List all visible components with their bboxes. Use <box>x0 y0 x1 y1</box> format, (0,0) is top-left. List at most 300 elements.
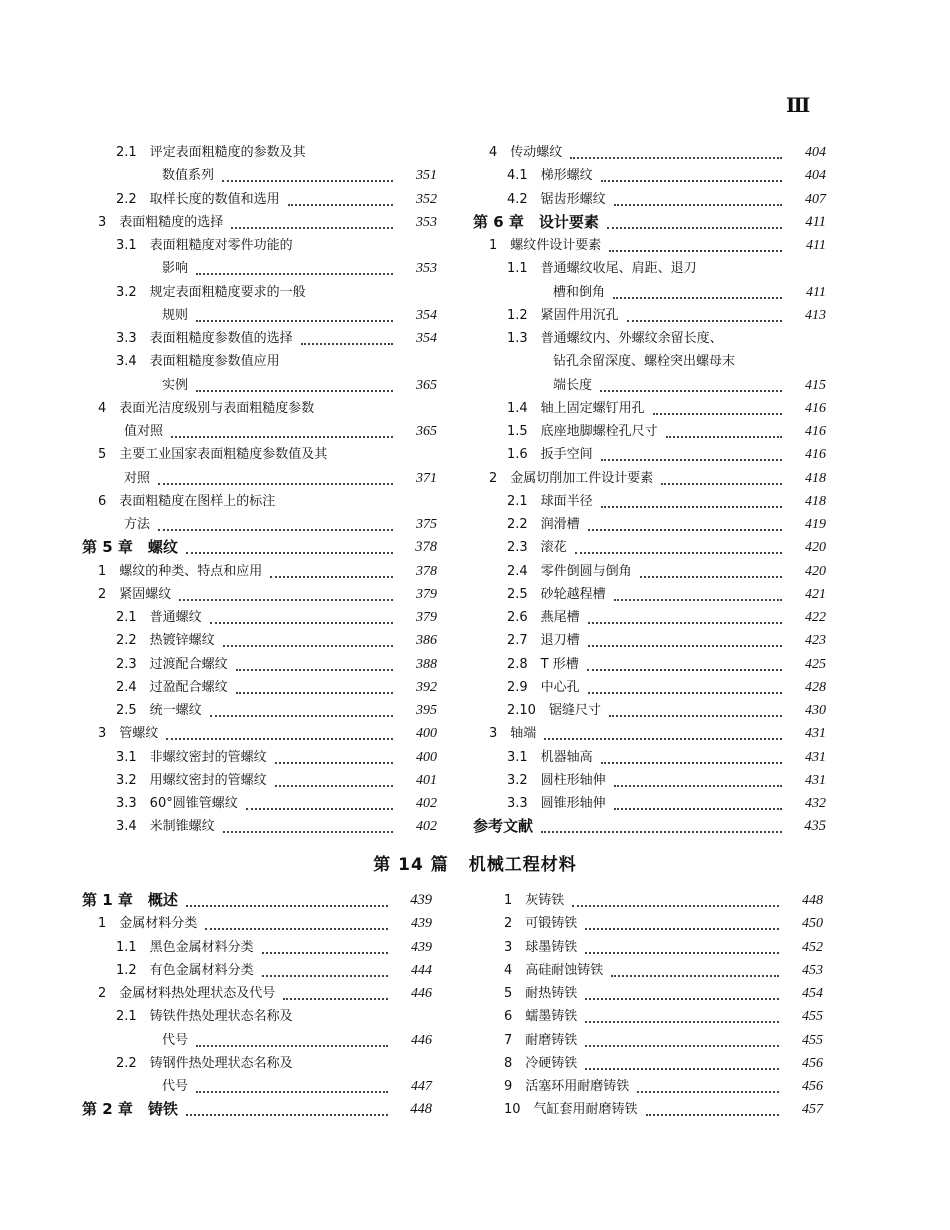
toc-leader-dots <box>575 546 782 554</box>
toc-leader-dots <box>288 198 393 206</box>
toc-entry-row <box>488 1029 823 1052</box>
toc-entry-row <box>82 164 437 187</box>
toc-entry-label: 3.2 圆柱形轴伸 <box>507 772 606 788</box>
toc-entry-label: 2 紧固螺纹 <box>98 586 172 602</box>
toc-leader-dots <box>166 732 393 740</box>
toc-leader-dots <box>196 314 393 322</box>
toc-entry-row <box>82 467 437 490</box>
toc-entry-row <box>473 374 826 397</box>
toc-entry-label: 3.4 米制锥螺纹 <box>116 819 215 835</box>
toc-entry-row <box>82 281 437 304</box>
toc-entry-row <box>82 188 437 211</box>
toc-entry-label: 2.2 热镀锌螺纹 <box>116 633 215 649</box>
toc-entry-label: 参考文献 <box>473 817 534 836</box>
toc-leader-dots <box>588 639 782 647</box>
toc-entry-label: 7 耐磨铸铁 <box>504 1032 578 1048</box>
toc-page-number: 420 <box>805 563 826 579</box>
toc-entry-label: 1.2 有色金属材料分类 <box>116 962 254 978</box>
toc-leader-dots <box>611 969 779 977</box>
toc-leader-dots <box>601 174 782 182</box>
toc-entry-row <box>488 1098 823 1121</box>
toc-page-number: 444 <box>411 962 432 978</box>
toc-entry-label: 值对照 <box>124 424 164 439</box>
toc-entry-label: 5 耐热铸铁 <box>504 986 578 1001</box>
toc-entry-row <box>473 629 826 652</box>
toc-entry-row <box>82 374 437 397</box>
toc-leader-dots <box>236 663 393 671</box>
toc-entry-row <box>82 912 432 935</box>
toc-leader-dots <box>283 992 388 1000</box>
toc-leader-dots <box>186 1108 388 1116</box>
toc-entry-row <box>488 889 823 912</box>
toc-leader-dots <box>627 314 782 322</box>
toc-entry-label: 2.1 铸铁件热处理状态名称及 <box>116 1009 293 1025</box>
toc-entry-label: 1.1 黑色金属材料分类 <box>116 939 254 955</box>
toc-leader-dots <box>609 244 782 252</box>
toc-leader-dots <box>179 593 393 601</box>
toc-page-number: 425 <box>805 656 826 672</box>
toc-leader-dots <box>158 523 393 531</box>
toc-entry-row <box>473 327 826 350</box>
toc-entry-row <box>82 211 437 234</box>
toc-leader-dots <box>601 453 782 461</box>
toc-page-number: 365 <box>416 377 437 393</box>
toc-entry-row <box>82 443 437 466</box>
toc-entry-label: 方法 <box>124 517 151 532</box>
toc-entry-label: 2.1 普通螺纹 <box>116 610 202 625</box>
toc-leader-dots <box>588 616 782 624</box>
toc-leader-dots <box>210 709 393 717</box>
toc-leader-dots <box>270 570 393 578</box>
toc-entry-label: 2.4 零件倒圆与倒角 <box>507 563 632 579</box>
toc-entry-label: 10 气缸套用耐磨铸铁 <box>504 1102 638 1118</box>
toc-leader-dots <box>653 407 782 415</box>
toc-page-number: 415 <box>805 377 826 393</box>
toc-entry-label: 3 球墨铸铁 <box>504 939 578 955</box>
toc-entry-label: 4 高硅耐蚀铸铁 <box>504 962 604 978</box>
toc-leader-dots <box>588 686 782 694</box>
toc-leader-dots <box>646 1108 779 1116</box>
toc-leader-dots <box>640 570 782 578</box>
toc-page-number: 404 <box>805 168 826 184</box>
toc-leader-dots <box>572 899 779 907</box>
toc-entry-row <box>473 699 826 722</box>
toc-chapter-row <box>473 815 826 838</box>
page-number: Ⅲ <box>786 93 809 117</box>
toc-entry-label: 4.1 梯形螺纹 <box>507 168 593 184</box>
toc-leader-dots <box>275 779 393 787</box>
toc-page-number: 416 <box>805 424 826 439</box>
toc-page-number: 400 <box>416 726 437 742</box>
toc-page-number: 378 <box>415 539 437 556</box>
toc-leader-dots <box>570 151 782 159</box>
toc-entry-label: 对照 <box>124 470 151 486</box>
toc-leader-dots <box>275 756 393 764</box>
toc-page-number: 432 <box>805 796 826 811</box>
toc-leader-dots <box>196 1085 388 1093</box>
toc-entry-row <box>82 722 437 745</box>
toc-leader-dots <box>601 756 782 764</box>
toc-entry-label: 1 灰铸铁 <box>504 893 565 908</box>
toc-leader-dots <box>223 639 393 647</box>
toc-entry-row <box>488 982 823 1005</box>
toc-entry-label: 3 表面粗糙度的选择 <box>98 214 224 230</box>
toc-entry-label: 1.6 扳手空间 <box>507 447 593 463</box>
toc-entry-label: 数值系列 <box>162 168 215 184</box>
toc-entry-row <box>82 1005 432 1028</box>
toc-entry-row <box>473 350 826 373</box>
toc-entry-label: 实例 <box>162 377 189 393</box>
toc-entry-row <box>82 304 437 327</box>
toc-entry-row <box>488 959 823 982</box>
toc-leader-dots <box>541 825 782 833</box>
toc-page-number: 418 <box>805 493 826 509</box>
toc-leader-dots <box>231 221 393 229</box>
toc-leader-dots <box>614 779 782 787</box>
toc-page-number: 411 <box>806 238 826 253</box>
toc-page-number: 453 <box>802 962 823 978</box>
toc-leader-dots <box>186 546 393 554</box>
toc-leader-dots <box>223 825 393 833</box>
toc-entry-label: 9 活塞环用耐磨铸铁 <box>504 1079 630 1094</box>
toc-entry-label: 第 5 章 螺纹 <box>82 538 178 557</box>
toc-entry-row <box>82 792 437 815</box>
toc-page-number: 447 <box>411 1079 432 1094</box>
toc-entry-row <box>473 188 826 211</box>
toc-page-number: 418 <box>805 470 826 486</box>
toc-entry-row <box>473 560 826 583</box>
toc-page-number: 455 <box>802 1009 823 1025</box>
toc-page-number: 448 <box>410 1101 432 1118</box>
toc-entry-label: 3.4 表面粗糙度参数值应用 <box>116 354 280 370</box>
toc-leader-dots <box>196 384 393 392</box>
toc-entry-label: 2.1 评定表面粗糙度的参数及其 <box>116 145 306 160</box>
toc-page-number: 395 <box>416 703 437 718</box>
toc-chapter-row <box>82 536 437 559</box>
toc-entry-row <box>473 676 826 699</box>
toc-page-number: 431 <box>805 749 826 765</box>
toc-leader-dots <box>171 430 393 438</box>
toc-entry-label: 2.2 润滑槽 <box>507 517 580 532</box>
toc-page-number: 452 <box>802 939 823 955</box>
toc-entry-label: 代号 <box>162 1079 189 1094</box>
toc-leader-dots <box>205 922 388 930</box>
toc-entry-label: 3.2 用螺纹密封的管螺纹 <box>116 772 267 788</box>
toc-leader-dots <box>585 922 779 930</box>
toc-page-number: 407 <box>805 191 826 207</box>
toc-page-number: 413 <box>805 307 826 323</box>
toc-leader-dots <box>661 477 782 485</box>
toc-page-number: 353 <box>416 214 437 230</box>
toc-entry-label: 1 螺纹的种类、特点和应用 <box>98 563 263 579</box>
toc-page-number: 420 <box>805 540 826 556</box>
toc-leader-dots <box>613 291 782 299</box>
toc-leader-dots <box>601 500 782 508</box>
toc-entry-label: 3.3 60°圆锥管螺纹 <box>116 796 238 811</box>
toc-entry-label: 5 主要工业国家表面粗糙度参数值及其 <box>98 447 328 463</box>
toc-leader-dots <box>262 946 388 954</box>
toc-entry-row <box>82 490 437 513</box>
toc-leader-dots <box>587 663 782 671</box>
toc-page-number: 402 <box>416 819 437 835</box>
toc-page-number: 446 <box>411 986 432 1001</box>
toc-page-number: 439 <box>411 916 432 932</box>
toc-entry-label: 端长度 <box>553 377 593 393</box>
toc-leader-dots <box>666 430 782 438</box>
toc-leader-dots <box>614 802 782 810</box>
toc-entry-label: 1.4 轴上固定螺钉用孔 <box>507 400 645 416</box>
toc-entry-label: 第 1 章 概述 <box>82 891 178 909</box>
toc-page-number: 353 <box>416 261 437 277</box>
toc-page-number: 430 <box>805 703 826 718</box>
toc-entry-label: 2.5 砂轮越程槽 <box>507 586 606 602</box>
toc-leader-dots <box>262 969 388 977</box>
toc-entry-row <box>488 936 823 959</box>
toc-entry-label: 2 金属切削加工件设计要素 <box>489 470 654 486</box>
toc-entry-label: 3.1 机器轴高 <box>507 749 593 765</box>
toc-page-number: 411 <box>806 284 826 300</box>
toc-page-number: 351 <box>416 168 437 184</box>
toc-entry-row <box>82 959 432 982</box>
toc-entry-label: 2.8 T 形槽 <box>507 656 579 672</box>
toc-leader-dots <box>585 1015 779 1023</box>
toc-leader-dots <box>301 337 393 345</box>
toc-leader-dots <box>236 686 393 694</box>
toc-entry-row <box>82 746 437 769</box>
toc-leader-dots <box>585 1062 779 1070</box>
toc-chapter-row <box>473 211 826 234</box>
toc-entry-row <box>473 490 826 513</box>
toc-entry-row <box>473 769 826 792</box>
toc-page-number: 375 <box>416 517 437 532</box>
toc-entry-row <box>473 420 826 443</box>
toc-page-number: 386 <box>416 633 437 649</box>
toc-page-number: 411 <box>805 213 826 230</box>
toc-entry-row <box>82 1052 432 1075</box>
toc-entry-label: 1.1 普通螺纹收尾、肩距、退刀 <box>507 261 697 277</box>
toc-page-number: 365 <box>416 424 437 439</box>
toc-entry-row <box>82 1075 432 1098</box>
toc-entry-row <box>82 583 437 606</box>
toc-entry-row <box>473 304 826 327</box>
toc-page-number: 419 <box>805 517 826 532</box>
toc-entry-label: 3 轴端 <box>489 726 537 742</box>
toc-page-number: 392 <box>416 679 437 695</box>
toc-entry-row <box>473 141 826 164</box>
toc-entry-label: 2.4 过盈配合螺纹 <box>116 679 228 695</box>
toc-leader-dots <box>588 523 782 531</box>
part-title <box>0 850 950 875</box>
toc-entry-row <box>82 560 437 583</box>
toc-entry-label: 2.3 过渡配合螺纹 <box>116 656 228 672</box>
toc-entry-label: 3 管螺纹 <box>98 726 159 742</box>
toc-entry-label: 影响 <box>162 261 189 277</box>
toc-leader-dots <box>607 221 782 229</box>
toc-entry-row <box>488 1052 823 1075</box>
toc-entry-label: 3.3 圆锥形轴伸 <box>507 796 606 811</box>
toc-entry-row <box>473 792 826 815</box>
toc-page-number: 400 <box>416 749 437 765</box>
toc-entry-row <box>82 1029 432 1052</box>
toc-page-number: 404 <box>805 145 826 160</box>
toc-entry-label: 第 6 章 设计要素 <box>473 212 599 231</box>
toc-entry-row <box>473 722 826 745</box>
part-name: 机械工程材料 <box>468 855 577 875</box>
part-number: 第 14 篇 <box>373 855 449 875</box>
toc-leader-dots <box>186 899 388 907</box>
toc-entry-row <box>82 653 437 676</box>
toc-entry-row <box>473 513 826 536</box>
toc-entry-label: 2 金属材料热处理状态及代号 <box>98 986 276 1001</box>
toc-entry-row <box>488 1005 823 1028</box>
toc-page-number: 450 <box>802 916 823 932</box>
toc-leader-dots <box>585 946 779 954</box>
toc-page-number: 388 <box>416 656 437 672</box>
toc-entry-row <box>82 420 437 443</box>
toc-entry-label: 4.2 锯齿形螺纹 <box>507 191 606 207</box>
toc-page-number: 457 <box>802 1102 823 1118</box>
toc-page-number: 422 <box>805 610 826 625</box>
toc-page-number: 379 <box>416 586 437 602</box>
toc-entry-row <box>82 606 437 629</box>
toc-entry-label: 6 表面粗糙度在图样上的标注 <box>98 493 276 509</box>
toc-entry-row <box>473 443 826 466</box>
toc-entry-label: 代号 <box>162 1032 189 1048</box>
toc-page-number: 455 <box>802 1032 823 1048</box>
toc-leader-dots <box>196 1039 388 1047</box>
toc-page-number: 371 <box>416 470 437 486</box>
toc-entry-row <box>488 912 823 935</box>
toc-leader-dots <box>585 992 779 1000</box>
toc-entry-label: 2.7 退刀槽 <box>507 633 580 649</box>
toc-entry-row <box>473 606 826 629</box>
toc-entry-label: 2.9 中心孔 <box>507 679 580 695</box>
toc-leader-dots <box>637 1085 779 1093</box>
toc-entry-row <box>82 141 437 164</box>
toc-entry-row <box>82 699 437 722</box>
toc-entry-label: 2.5 统一螺纹 <box>116 703 202 718</box>
toc-page-number: 416 <box>805 447 826 463</box>
toc-page-number: 354 <box>416 307 437 323</box>
toc-page-number: 439 <box>410 892 432 908</box>
toc-entry-row <box>473 257 826 280</box>
toc-page-number: 428 <box>805 679 826 695</box>
toc-entry-row <box>82 397 437 420</box>
toc-leader-dots <box>600 384 782 392</box>
toc-entry-label: 1.5 底座地脚螺栓孔尺寸 <box>507 424 658 439</box>
toc-entry-row <box>473 653 826 676</box>
toc-chapter-row <box>82 1098 432 1121</box>
toc-entry-label: 第 2 章 铸铁 <box>82 1100 178 1119</box>
toc-leader-dots <box>158 477 393 485</box>
toc-entry-row <box>82 982 432 1005</box>
toc-entry-label: 8 冷硬铸铁 <box>504 1055 578 1071</box>
toc-lower-right <box>488 889 823 1122</box>
toc-entry-label: 3.2 规定表面粗糙度要求的一般 <box>116 284 306 300</box>
toc-entry-row <box>82 234 437 257</box>
toc-page-number: 379 <box>416 610 437 625</box>
toc-page-number: 378 <box>416 563 437 579</box>
toc-page-number: 446 <box>411 1032 432 1048</box>
toc-entry-row <box>82 350 437 373</box>
toc-entry-label: 4 表面光洁度级别与表面粗糙度参数 <box>98 400 315 416</box>
toc-upper-left <box>82 141 437 839</box>
toc-leader-dots <box>585 1039 779 1047</box>
toc-entry-label: 槽和倒角 <box>553 284 606 300</box>
toc-page-number: 448 <box>802 893 823 908</box>
toc-entry-row <box>488 1075 823 1098</box>
toc-page-number: 435 <box>804 818 826 835</box>
toc-entry-label: 2.2 取样长度的数值和选用 <box>116 191 280 207</box>
toc-entry-row <box>82 327 437 350</box>
toc-page-number: 401 <box>416 772 437 788</box>
toc-entry-row <box>473 583 826 606</box>
toc-leader-dots <box>544 732 782 740</box>
toc-leader-dots <box>614 198 782 206</box>
toc-entry-label: 3.1 表面粗糙度对零件功能的 <box>116 238 293 253</box>
toc-page-number: 439 <box>411 939 432 955</box>
toc-entry-label: 6 蠕墨铸铁 <box>504 1009 578 1025</box>
toc-entry-label: 1 螺纹件设计要素 <box>489 238 602 253</box>
toc-leader-dots <box>246 802 393 810</box>
toc-entry-label: 4 传动螺纹 <box>489 145 563 160</box>
toc-entry-row <box>473 234 826 257</box>
toc-page-number: 431 <box>805 726 826 742</box>
toc-entry-row <box>473 164 826 187</box>
toc-entry-label: 规则 <box>162 307 189 323</box>
toc-entry-row <box>473 467 826 490</box>
toc-entry-label: 2.1 球面半径 <box>507 493 593 509</box>
toc-entry-label: 2.2 铸钢件热处理状态名称及 <box>116 1055 293 1071</box>
toc-entry-label: 3.3 表面粗糙度参数值的选择 <box>116 331 293 346</box>
toc-entry-row <box>82 815 437 838</box>
toc-leader-dots <box>222 174 393 182</box>
toc-page-number: 431 <box>805 772 826 788</box>
toc-page-number: 456 <box>802 1079 823 1094</box>
toc-entry-label: 2.3 滚花 <box>507 540 567 556</box>
toc-page-number: 423 <box>805 633 826 649</box>
toc-entry-row <box>473 281 826 304</box>
toc-entry-label: 钻孔余留深度、螺栓突出螺母末 <box>553 354 736 370</box>
toc-page-number: 354 <box>416 331 437 346</box>
toc-entry-label: 3.1 非螺纹密封的管螺纹 <box>116 749 267 765</box>
toc-chapter-row <box>82 889 432 912</box>
toc-entry-row <box>82 629 437 652</box>
toc-entry-row <box>82 936 432 959</box>
toc-entry-label: 2.10 锯缝尺寸 <box>507 703 601 718</box>
toc-page-number: 454 <box>802 986 823 1001</box>
toc-entry-label: 1 金属材料分类 <box>98 916 198 932</box>
toc-page-number: 456 <box>802 1055 823 1071</box>
toc-page-number: 402 <box>416 796 437 811</box>
toc-page-number: 421 <box>805 586 826 602</box>
toc-leader-dots <box>609 709 782 717</box>
toc-upper-right <box>473 141 826 839</box>
toc-leader-dots <box>614 593 782 601</box>
toc-entry-label: 2 可锻铸铁 <box>504 916 578 932</box>
toc-entry-row <box>82 513 437 536</box>
toc-entry-row <box>473 746 826 769</box>
toc-leader-dots <box>210 616 393 624</box>
toc-lower-left <box>82 889 432 1122</box>
toc-page-number: 416 <box>805 400 826 416</box>
toc-page-number: 352 <box>416 191 437 207</box>
toc-entry-row <box>82 769 437 792</box>
toc-entry-label: 1.2 紧固件用沉孔 <box>507 307 619 323</box>
toc-entry-label: 2.6 燕尾槽 <box>507 610 580 625</box>
toc-entry-row <box>473 397 826 420</box>
toc-leader-dots <box>196 267 393 275</box>
